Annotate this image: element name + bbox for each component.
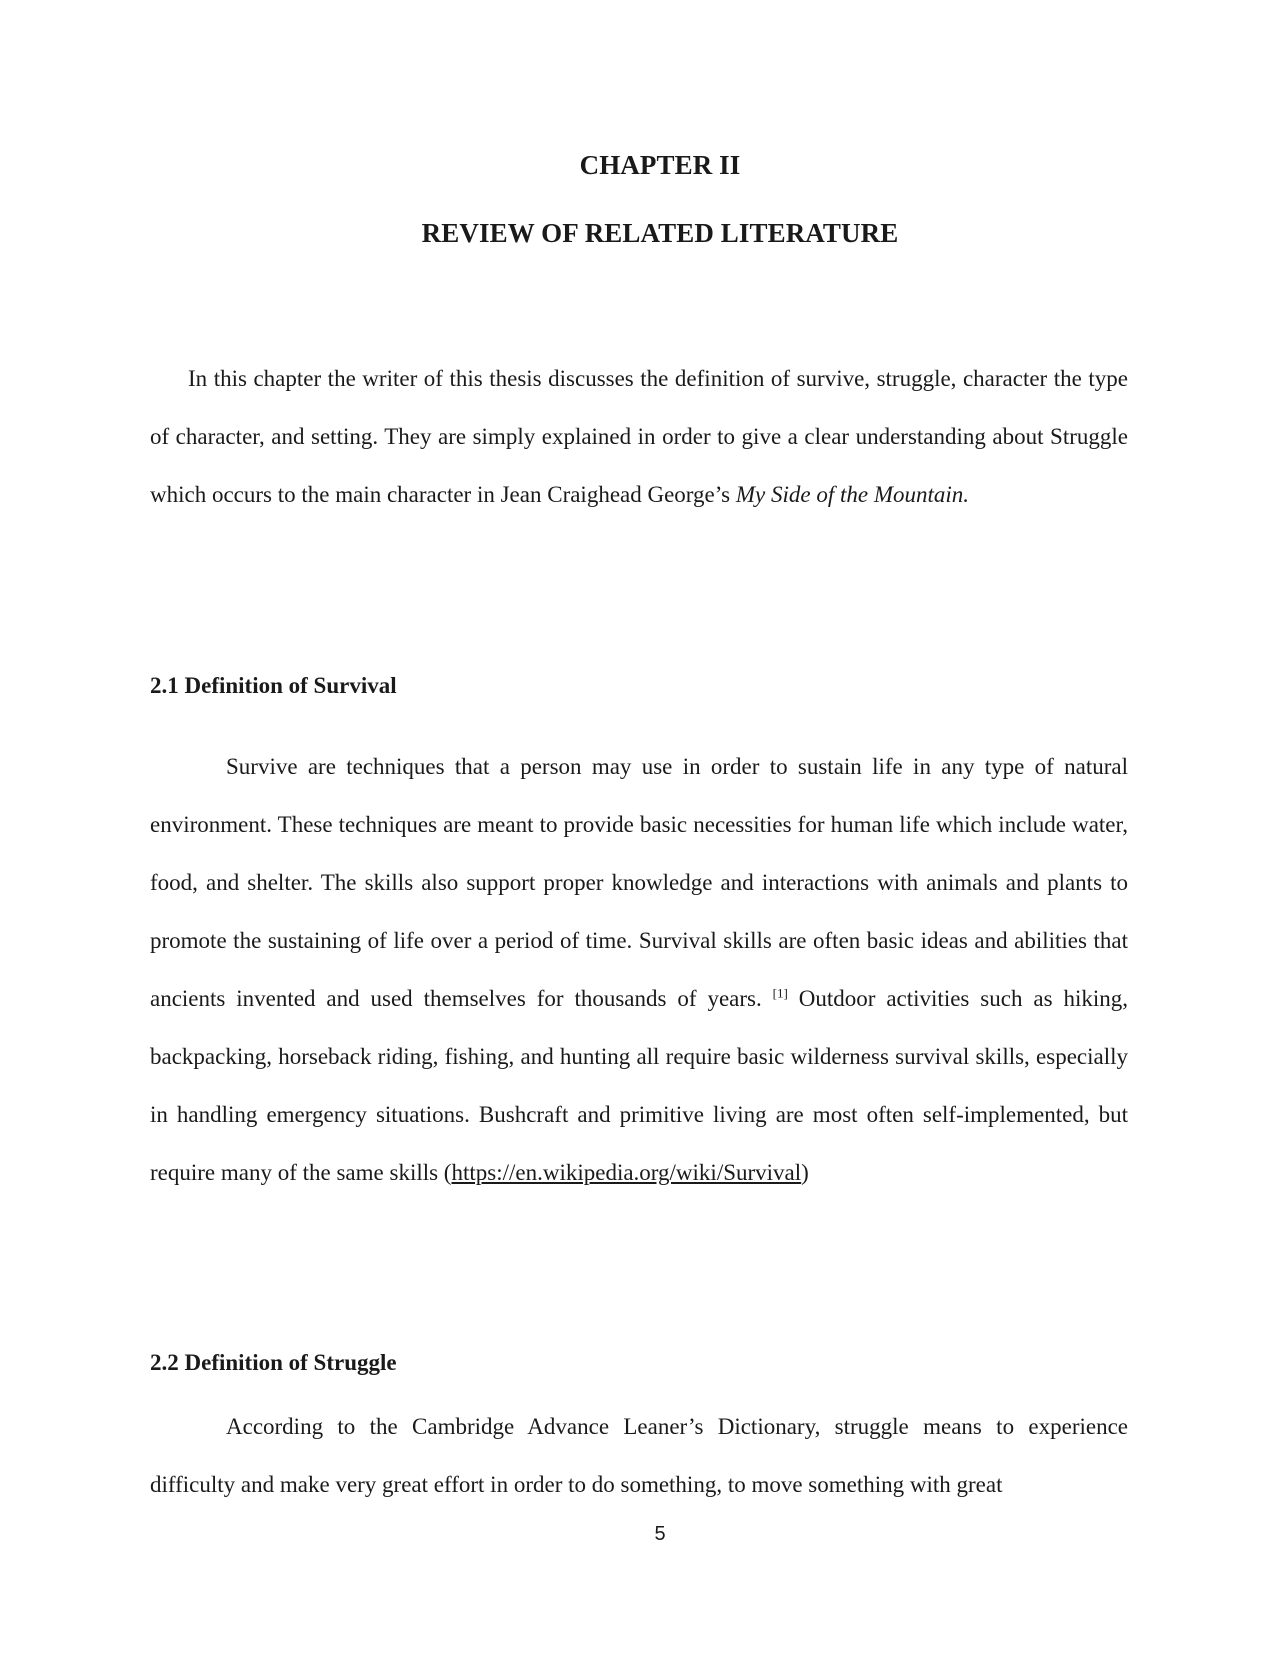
chapter-number: CHAPTER II (579, 150, 741, 180)
footnote-marker: [1] (772, 985, 788, 1001)
survival-text-2: Outdoor activities such as hiking, backpacking, horseback riding, fishing, and hunting all require basic wilderness survival skills, especially in handling emergency situations. Bushcraft and primitive living are most often self-implemented, but require many of the same skills ( (150, 986, 1128, 1185)
survival-text-1: Survive are techniques that a person may use in order to sustain life in any type of natural environment. These techniques are meant to provide basic necessities for human life which include water, food, and shelter. The skills also support proper knowledge and interactions with animals and plants to promote the sustaining of life over a period of time. Survival skills are often basic ideas and abilities that ancients invented and used themselves for thousands of years. (150, 754, 1128, 1011)
chapter-title: REVIEW OF RELATED LITERATURE (421, 218, 899, 248)
struggle-paragraph (150, 1398, 1128, 1514)
intro-paragraph (150, 350, 1128, 524)
book-title: My Side of the Mountain. (735, 482, 970, 507)
survival-paragraph (150, 738, 1128, 1202)
struggle-text: According to the Cambridge Advance Leaner’s Dictionary, struggle means to experience difficulty and make very great effort in order to do something, to move something with great (150, 1414, 1128, 1497)
page-number: 5 (654, 1523, 666, 1545)
section-heading-survival: 2.1 Definition of Survival (150, 673, 397, 698)
section-heading-struggle: 2.2 Definition of Struggle (150, 1350, 397, 1375)
survival-text-3: ) (801, 1160, 809, 1185)
wikipedia-link[interactable]: https://en.wikipedia.org/wiki/Survival (451, 1160, 802, 1185)
intro-text: In this chapter the writer of this thesis discusses the definition of survive, struggle, character the type of character, and setting. They are simply explained in order to give a clear understanding about Struggle which occurs to the main character in Jean Craighead George’s (150, 366, 1128, 507)
